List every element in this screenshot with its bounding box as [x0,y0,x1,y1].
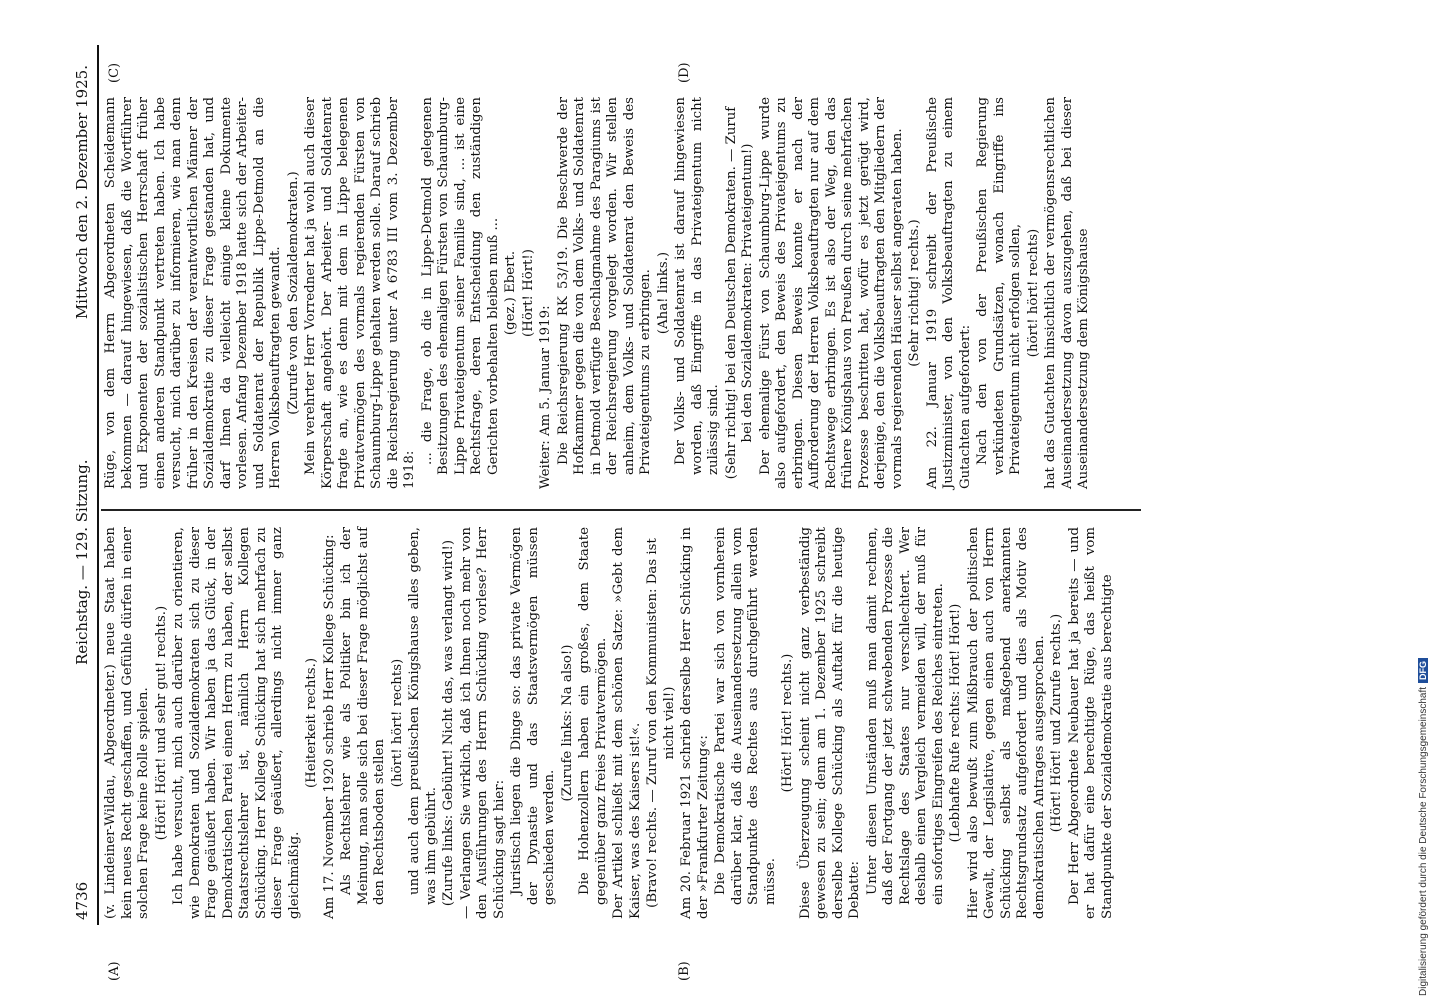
paragraph: Der Herr Abgeordnete Neubauer hat ja bereits — und er hat dafür eine berechtigte Rüge, das heißt vom Standpunkte der Sozialdemokratie aus berechtigte [1066,527,1115,919]
paragraph: Mein verehrter Herr Vorredner hat ja wohl auch dieser Körperschaft angehört. Der Arbeiter- und Soldatenrat fragte an, wie es denn mit dem in Lippe belegenen Privatvermögen des vormals regierenden Fürsten von Schaumburg-Lippe gehalten werden solle. Darauf schrieb die Reichsregierung unter A 6783 III vom 3. Dezember 1918: [303,97,417,489]
interjection: (Zurufe links: Gebührt! Nicht das, was verlangt wird!) [441,539,456,907]
rotated-page [67,45,1367,981]
paragraph: Rüge, von dem Herrn Abgeordneten Scheidemann bekommen — darauf hingewiesen, daß die Wortführer und Exponenten der sozialistischen Herrschaft früher einen anderen Standpunkt vertreten haben. Ich habe versucht, mich darüber zu informieren, wie man denn früher in den Kreisen der verantwortlichen Männer der Sozialdemokratie zu dieser Frage gestanden hat, und darf Ihnen da vielleicht einige kleine Dokumente vorlesen. Anfang Dezember 1918 hatte sich der Arbeiter- und Soldatenrat der Republik Lippe-Detmold an die Herren Volksbeauftragten gewandt. [103,97,283,489]
paragraph: Am 22. Januar 1919 schreibt der Preußische Justizminister, von den Volksbeauftragten zu einem Gutachten aufgefordert: [924,97,973,489]
interjection: (hört! hört! rechts) [389,658,405,788]
quotation: Als Rechtslehrer wie als Politiker bin ich der Meinung, man solle sich bei dieser Frage möglichst auf den Rechtsboden stellen [339,527,387,905]
funding-note: Digitalisierung gefördert durch die Deutsche Forschungsgemeinschaft [1418,686,1429,996]
margin-marker-b: (B) [677,961,692,981]
paragraph: Ich habe versucht, mich auch darüber zu orientieren, wie Demokraten und Sozialdemokraten sich zu dieser Frage geäußert haben. Wir haben ja das Glück, in der Demokratischen Partei einen Herrn zu haben, der selbst Staatsrechtslehrer ist, nämlich Herrn Kollegen Schücking. Herr Kollege Schücking hat sich mehrfach zu dieser Frage geäußert, allerdings nicht immer ganz gleichmäßig. [171,527,302,919]
header-rule [97,45,99,925]
interjection: (Aha! links.) [655,251,671,335]
interjection: (Hört! Hört!) [520,249,536,337]
paragraph: Hier wird also bewußt zum Mißbrauch der politischen Gewalt, der Legislative, gegen einen auch von Herrn Schücking selbst als maßgebend anerkannten Rechtsgrundsatz aufgefordert und dies als Motiv des demokratischen Antrages ausgesprochen. [965,527,1047,919]
interjection: (Bravo! rechts. — Zuruf von den Kommunisten: Das ist nicht viel!) [645,538,677,908]
quotation: und auch dem preußischen Königshause alles geben, was ihm gebührt. [407,527,439,905]
quotation: Die Hohenzollern haben ein großes, dem Staate gegenüber ganz freies Privatvermögen. [577,527,609,905]
paragraph: Der ehemalige Fürst von Schaumburg-Lippe wurde also aufgefordert, den Beweis des Privateigentums zu erbringen. Diesen Beweis konnte er nach der Aufforderung der Herren Volksbeauftragten nur auf dem Rechtswege erbringen. Es ist also der Weg, den das frühere Königshaus von Preußen durch seine mehrfachen Prozesse beschritten hat, wofür es jetzt gerügt wird, derjenige, den die Volksbeauftragten den Mitgliedern der vormals regierenden Häuser selbst angeraten haben. [757,97,905,489]
interjection: (Hört! Hört! und sehr gut! rechts.) [153,605,169,841]
interjection: (Heiterkeit rechts.) [304,657,319,789]
quotation: Nach den von der Preußischen Regierung verkündeten Grundsätzen, wonach Eingriffe ins Privateigentum nicht erfolgen sollen, [975,97,1023,475]
interjection: (Hört! Hört! und Zurufe rechts.) [1049,613,1064,833]
paragraph: Der Artikel schließt mit dem schönen Satze: »Gebt dem Kaiser, was des Kaisers ist!«. [611,527,643,919]
page-header [67,45,97,925]
interjection: (Zurufe von den Sozialdemokraten.) [285,171,301,415]
margin-marker-d: (D) [677,62,692,83]
quotation: Die Reichsregierung RK 53/19. Die Beschwerde der Hofkammer gegen die von dem Volks- und Soldatenrat in Detmold verfügte Beschlagnahme des Paragiums ist der Reichsregierung vorgelegt worden. Wir stellen anheim, dem Volks- und Soldatenrat den Beweis des Privateigentums zu erbringen. [555,97,653,475]
signature: (gez.) Ebert. [503,250,518,336]
interjection: (Hört! Hört! rechts.) [780,653,795,793]
interjection: (hört! hört! rechts) [1025,228,1041,358]
session-title: Reichstag. — 129. Sitzung. [73,459,91,665]
interjection: (Lebhafte Rufe rechts: Hört! Hört!) [948,603,963,843]
quotation: Juristisch liegen die Dinge so: das private Vermögen der Dynastie und das Staatsvermögen müssen geschieden werden. [509,527,557,905]
quotation: Unter diesen Umständen muß man damit rechnen, daß der Fortgang der jetzt schwebenden Prozesse die Rechtslage des Staates nur verschlechtert. Wer deshalb einen Vergleich vermeiden will, der muß für ein sofortiges Eingreifen des Reiches eintreten. [864,527,946,905]
quotation: Die Demokratische Partei war sich von vornherein darüber klar, daß die Auseinandersetzung allein vom Standpunkte des Rechtes aus durchgeführt werden müsse. [713,527,778,905]
margin-marker-a: (A) [107,961,122,981]
paragraph: Weiter: Am 5. Januar 1919: [538,305,553,489]
interjection: (Sehr richtig! bei den Deutschen Demokraten. — Zuruf bei den Sozialdemokraten: Privateigentum!) [723,106,755,480]
dfg-logo: DFG [1418,658,1428,683]
quotation: ... die Frage, ob die in Lippe-Detmold gelegenen Besitzungen des ehemaligen Fürsten von Schaumburg-Lippe Privateigentum seiner Familie sind, ... ist eine Rechtsfrage, deren Entscheidung den zuständigen Gerichten vorbehalten bleiben muß ... [419,97,501,475]
left-column [103,527,1117,919]
interjection: (Zurufe links: Na also!) [559,644,575,802]
interjection: (Sehr richtig! rechts.) [907,219,922,367]
digitization-note [1418,396,1434,996]
column-rule [101,510,1141,512]
page-number: 4736 [73,881,91,920]
paragraph: (v. Lindeiner-Wildau, Abgeordneter.) neue Staat haben kein neues Recht geschaffen, und Gefühle dürfen in einer solchen Frage keine Rolle spielen. [103,527,151,919]
quotation: Der Volks- und Soldatenrat ist darauf hingewiesen worden, daß Eingriffe in das Privateigentum nicht zulässig sind. [673,97,721,475]
margin-marker-c: (C) [107,62,122,83]
right-column [103,97,1094,489]
paragraph: hat das Gutachten hinsichtlich der vermögensrechtlichen Auseinandersetzung davon auszugehen, daß bei dieser Auseinandersetzung dem Königshause [1043,97,1091,489]
paragraph: — Verlangen Sie wirklich, daß ich Ihnen noch mehr von den Ausführungen des Herrn Schücking vorlese? Herr Schücking sagt hier: [458,527,507,919]
paragraph: Am 20. Februar 1921 schrieb derselbe Herr Schücking in der »Frankfurter Zeitung«: [679,527,711,919]
session-date: Mittwoch den 2. Dezember 1925. [73,65,91,320]
paragraph: Am 17. November 1920 schrieb Herr Kollege Schücking: [321,534,337,919]
paragraph: Diese Überzeugung scheint nicht ganz verbeständig gewesen zu sein; denn am 1. Dezember 1925 schreibt derselbe Kollege Schücking als Auftakt für die heutige Debatte: [797,527,862,919]
